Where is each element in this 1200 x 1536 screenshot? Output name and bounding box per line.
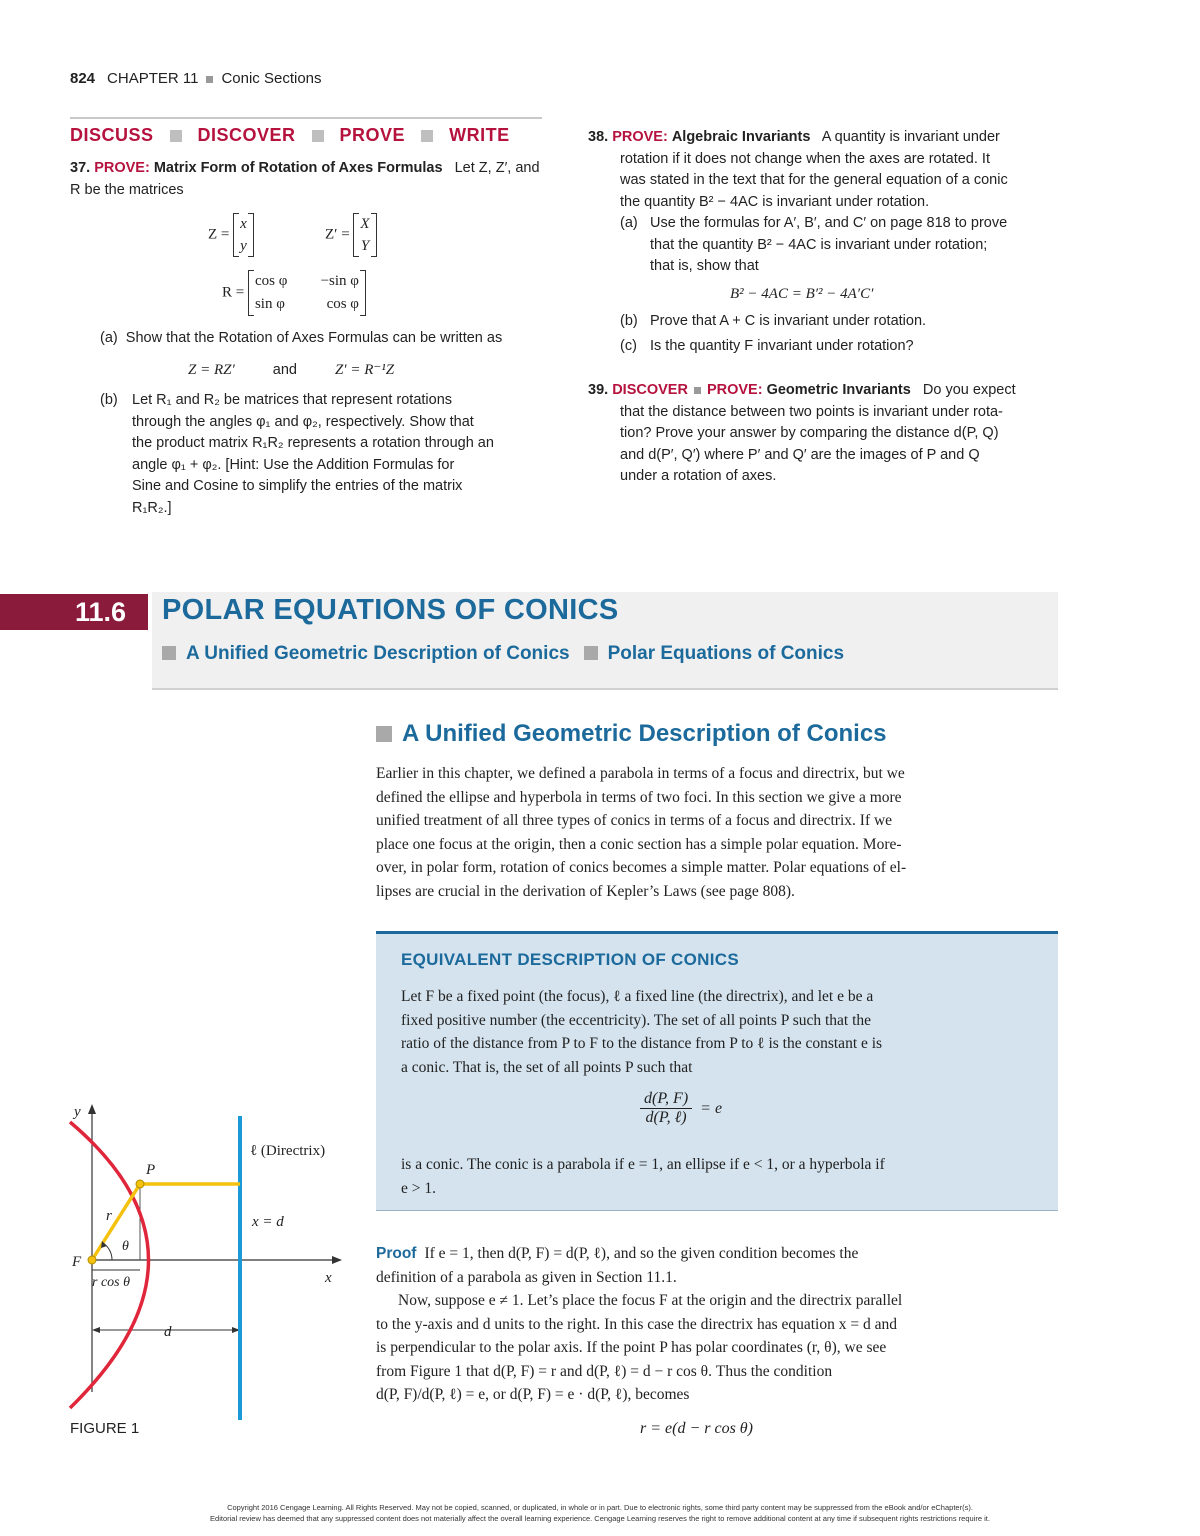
figure-caption: FIGURE 1 [70, 1420, 140, 1437]
problem-title: Matrix Form of Rotation of Axes Formulas [153, 160, 443, 176]
text-line: A quantity is invariant under [821, 129, 1000, 145]
heading-discuss: DISCUSS [70, 125, 154, 145]
fraction [640, 1090, 692, 1127]
problem-tag: PROVE: [612, 129, 668, 145]
page-number: 824 [70, 70, 96, 87]
text-line: R₁R₂.] [132, 499, 172, 516]
text-line: that the quantity B² − 4AC is invariant under rotation; [650, 236, 988, 253]
matrix-entry: cos φ [326, 296, 359, 312]
section-number: 11.6 [0, 594, 148, 630]
square-bullet-icon [170, 130, 182, 142]
text-line: definition of a parabola as given in Section 11.1. [376, 1268, 677, 1286]
text-line: tion? Prove your answer by comparing the distance d(P, Q) [620, 425, 999, 441]
segment-FP [92, 1184, 140, 1260]
copyright-line: Copyright 2016 Cengage Learning. All Rights Reserved. May not be copied, scanned, or duplicated, in whole or in part. Due to electronic rights, some third party content may be suppressed from the eBook and/or eChapter(s). [227, 1503, 973, 1512]
definition-conclusion [401, 1153, 1041, 1200]
text-line: Now, suppose e ≠ 1. Let’s place the focus F at the origin and the directrix parallel [398, 1292, 903, 1309]
text-line: was stated in the text that for the general equation of a conic [620, 172, 1008, 188]
text-line: unified treatment of all three types of conics in terms of a focus and directrix. If we [376, 812, 893, 829]
problem-intro: Let Z, Z′, and R be the matrices [70, 160, 540, 198]
copyright-footer [0, 1502, 1200, 1524]
definition-text [401, 985, 1041, 1079]
text-line: Let F be a fixed point (the focus), ℓ a fixed line (the directrix), and let e be a [401, 988, 874, 1005]
equation-and: and [272, 362, 297, 378]
chapter-label: CHAPTER 11 [107, 70, 199, 87]
problem-number: 37. [70, 160, 91, 176]
text-line: Use the formulas for A′, B′, and C′ on page 818 to prove [650, 215, 1008, 231]
heading-discover: DISCOVER [197, 125, 296, 145]
text-line: If e = 1, then d(P, F) = d(P, ℓ), and so the given condition becomes the [424, 1245, 859, 1262]
equation: B² − 4AC = B′² − 4A′C′ [730, 285, 874, 302]
text-line: Do you expect [922, 382, 1016, 398]
text-line: place one focus at the origin, then a conic section has a simple polar equation. More- [376, 835, 902, 853]
matrix-entry: x [240, 216, 247, 232]
text-line: the quantity B² − 4AC is invariant under rotation. [620, 193, 930, 210]
matrix-entry: y [240, 238, 247, 254]
proof-label: Proof [376, 1245, 417, 1262]
part-text: Show that the Rotation of Axes Formulas can be written as [125, 330, 503, 346]
problem-tag: DISCOVER [612, 382, 688, 398]
problem-tag: PROVE: [94, 160, 150, 176]
bullet-icon [694, 387, 701, 394]
text-line: defined the ellipse and hyperbola in terms of two foci. In this section we give a more [376, 788, 902, 806]
point-P [136, 1180, 144, 1188]
matrix-bracket [233, 213, 254, 257]
final-equation: r = e(d − r cos θ) [640, 1420, 753, 1437]
text-line: ratio of the distance from P to F to the distance from P to ℓ is the constant e is [401, 1035, 883, 1052]
chapter-title: Conic Sections [221, 70, 322, 87]
heading-prove: PROVE [339, 125, 406, 145]
problem-37b [100, 390, 550, 519]
fraction-denominator: d(P, ℓ) [645, 1109, 687, 1126]
fraction-numerator: d(P, F) [640, 1090, 692, 1109]
text-line: from Figure 1 that d(P, F) = r and d(P, ℓ) = d − r cos θ. Thus the condition [376, 1362, 833, 1380]
text-line: Let R₁ and R₂ be matrices that represent rotations [132, 392, 453, 408]
subsection-title: A Unified Geometric Description of Conics [402, 720, 887, 747]
text-line: that is, show that [650, 258, 759, 274]
problem-tag: PROVE: [706, 382, 763, 398]
square-bullet-icon [162, 646, 176, 660]
problem-title: Geometric Invariants [766, 382, 911, 398]
matrix-label: Z′ = [325, 226, 350, 243]
matrix-Zprime [325, 213, 377, 257]
part-label: (a) [100, 330, 118, 346]
matrix-entry: X [360, 216, 370, 232]
section-topic[interactable]: Polar Equations of Conics [607, 643, 845, 664]
point-F-label: F [72, 1254, 82, 1270]
heading-write: WRITE [449, 125, 510, 145]
part-label: (b) [620, 313, 638, 329]
equation: Z = RZ′ [188, 362, 235, 378]
text-line: lipses are crucial in the derivation of Kepler’s Laws (see page 808). [376, 882, 795, 900]
exercise-heading [70, 125, 510, 146]
problem-37a-equation [188, 360, 488, 379]
matrix-label: R = [222, 284, 245, 301]
text-line: the product matrix R₁R₂ represents a rotation through an [132, 435, 494, 451]
subsection-heading [376, 720, 887, 748]
text-line: fixed positive number (the eccentricity). The set of all points P such that the [401, 1011, 872, 1029]
y-axis-arrow-icon [88, 1104, 96, 1114]
proof-paragraph [376, 1242, 1060, 1407]
text-line: is a conic. The conic is a parabola if e = 1, an ellipse if e < 1, or a hyperbola if [401, 1156, 885, 1173]
conic-curve [70, 1122, 149, 1408]
y-axis-label: y [74, 1104, 81, 1120]
text-line: angle φ₁ + φ₂. [Hint: Use the Addition Formulas for [132, 456, 455, 473]
text-line: that the distance between two points is invariant under rota- [620, 403, 1003, 420]
fraction-rhs: = e [700, 1099, 723, 1117]
definition-fraction [640, 1090, 722, 1127]
matrix-entry: Y [360, 238, 370, 254]
text-line: Sine and Cosine to simplify the entries of the matrix [132, 478, 463, 494]
square-bullet-icon [312, 130, 324, 142]
problem-title: Algebraic Invariants [671, 129, 811, 145]
matrix-entry: −sin φ [320, 273, 359, 289]
square-bullet-icon [421, 130, 433, 142]
problem-37 [70, 158, 542, 201]
problem-number: 38. [588, 129, 609, 145]
x-axis-label: x [325, 1270, 332, 1286]
problem-37a [100, 328, 550, 350]
problem-number: 39. [588, 382, 609, 398]
directrix-label: ℓ (Directrix) [250, 1143, 326, 1159]
arrow-left-icon [92, 1327, 100, 1333]
matrix-bracket [353, 213, 376, 257]
copyright-line: Editorial review has deemed that any suppressed content does not materially affect the overall learning experience. Cengage Learning reserves the right to remove additional content at any time if subsequent rights restrictions require it. [210, 1514, 990, 1523]
theta-label: θ [122, 1239, 129, 1254]
matrix-bracket [248, 270, 366, 316]
matrix-label: Z = [208, 226, 230, 243]
square-bullet-icon [584, 646, 598, 660]
text-line: to the y-axis and d units to the right. In this case the directrix has equation x = d and [376, 1315, 897, 1333]
r-label: r [106, 1208, 112, 1224]
matrix-R [222, 270, 366, 316]
text-line: through the angles φ₁ and φ₂, respectively. Show that [132, 413, 474, 430]
bullet-icon [206, 76, 213, 83]
text-line: under a rotation of axes. [620, 468, 777, 484]
text-line: rotation if it does not change when the axes are rotated. It [620, 150, 990, 167]
part-label: (a) [620, 215, 638, 231]
text-line: and d(P′, Q′) where P′ and Q′ are the images of P and Q [620, 446, 980, 463]
text-line: over, in polar form, rotation of conics becomes a simple matter. Polar equations of el- [376, 859, 907, 876]
x-axis-arrow-icon [332, 1256, 342, 1264]
text-line: d(P, F)/d(P, ℓ) = e, or d(P, F) = e · d(P, ℓ), becomes [376, 1386, 690, 1403]
running-header [70, 70, 322, 87]
matrix-entry: cos φ [254, 273, 288, 289]
section-topic[interactable]: A Unified Geometric Description of Conics [186, 643, 570, 664]
square-bullet-icon [376, 726, 392, 742]
line-equation-label: x = d [252, 1214, 284, 1230]
text-line: e > 1. [401, 1179, 436, 1197]
exercise-rule [70, 117, 542, 119]
equation: Z′ = R⁻¹Z [334, 362, 395, 378]
text-line: a conic. That is, the set of all points P such that [401, 1058, 693, 1076]
rcos-label: r cos θ [92, 1275, 130, 1290]
figure-1-diagram [62, 1100, 352, 1420]
part-label: (b) [100, 392, 118, 408]
point-P-label: P [146, 1162, 156, 1178]
problem-38 [588, 127, 1068, 357]
intro-paragraph [376, 762, 1060, 903]
section-title: POLAR EQUATIONS OF CONICS [162, 594, 619, 626]
problem-39 [588, 380, 1068, 488]
part-label: (c) [620, 337, 637, 354]
section-topics [162, 643, 844, 665]
matrix-entry: sin φ [254, 296, 285, 312]
text-line: Prove that A + C is invariant under rotation. [650, 313, 927, 329]
point-F [88, 1256, 96, 1264]
matrix-Z [208, 213, 254, 257]
text-line: Earlier in this chapter, we defined a parabola in terms of a focus and directrix, but we [376, 765, 905, 782]
definition-title: EQUIVALENT DESCRIPTION OF CONICS [401, 950, 739, 969]
d-label: d [164, 1324, 172, 1340]
text-line: is perpendicular to the polar axis. If the point P has polar coordinates (r, θ), we see [376, 1339, 887, 1356]
text-line: Is the quantity F invariant under rotation? [650, 337, 914, 354]
